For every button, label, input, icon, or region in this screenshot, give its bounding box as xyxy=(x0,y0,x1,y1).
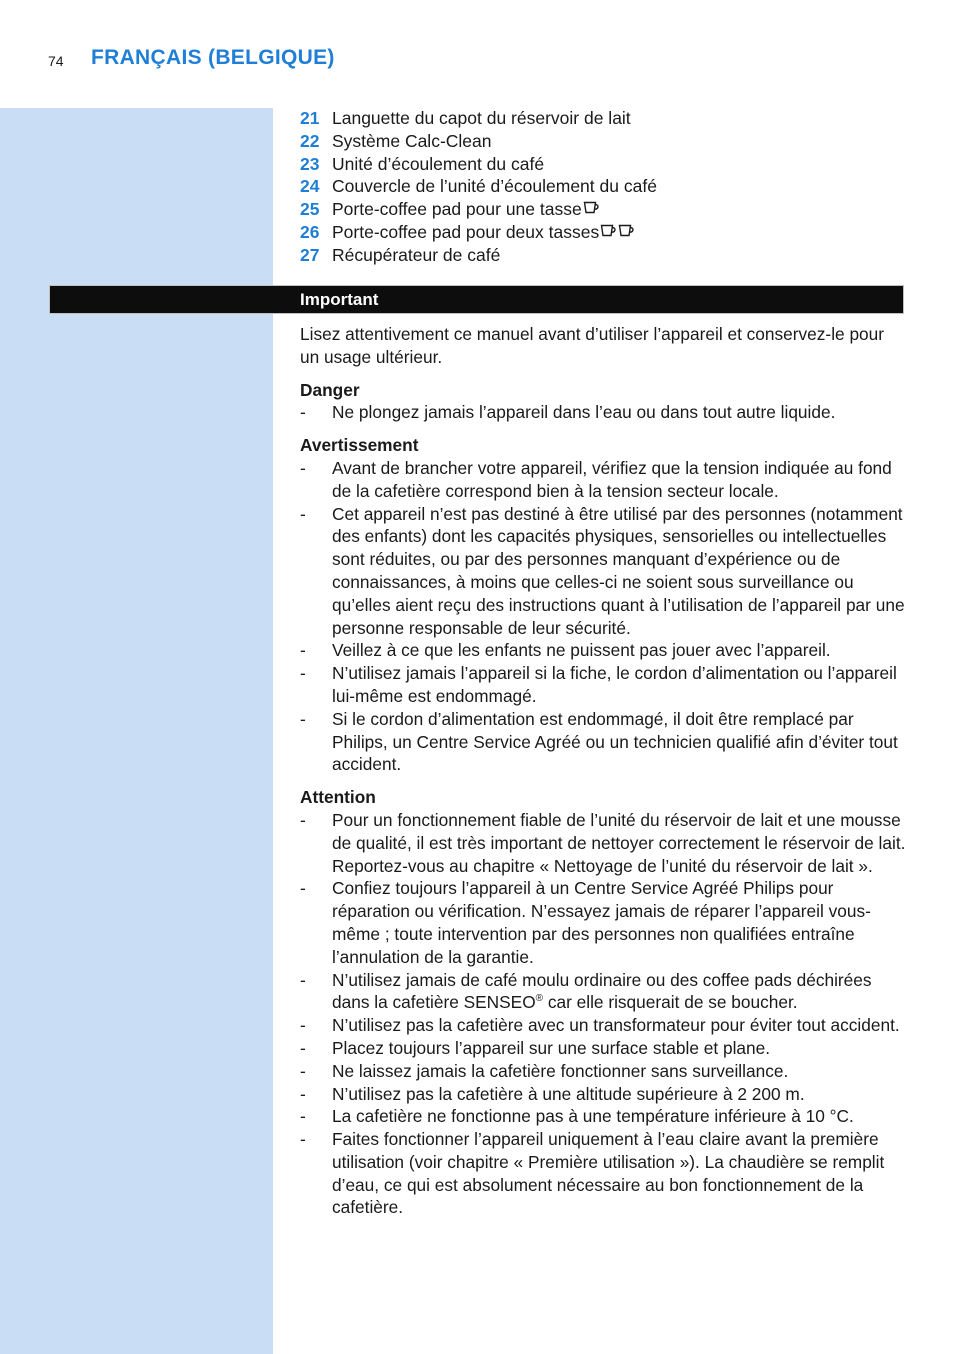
list-item: - Placez toujours l’appareil sur une surface stable et plane. xyxy=(300,1037,908,1060)
bullet-text-part: car elle risquerait de se boucher. xyxy=(543,992,798,1013)
bullet-text: Faites fonctionner l’appareil uniquement à l’eau claire avant la première utilisation (voir chapitre « Première utilisation »). La chaudière se remplit d’eau, ce qui est absolument nécessaire au bon fonctionnement de la cafetière. xyxy=(332,1129,885,1218)
part-label: Récupérateur de café xyxy=(332,244,501,265)
bullet-text xyxy=(332,969,908,1015)
list-item: - N’utilisez jamais l’appareil si la fiche, le cordon d’alimentation ou l’appareil lui-même est endommagé. xyxy=(300,662,908,708)
bullet-text: Si le cordon d’alimentation est endommagé, il doit être remplacé par Philips, un Centre Service Agréé ou un technicien qualifié afin d’éviter tout accident. xyxy=(332,708,898,775)
list-item: - Cet appareil n’est pas destiné à être utilisé par des personnes (notamment des enfants) dont les capacités physiques, sensorielles ou intellectuelles sont réduites, ou par des personnes manquant d’expérience ou de connaissances, à moins que celles-ci ne soient sous surveillance ou qu’elles aient reçu des instructions quant à l’utilisation de l’appareil par une personne responsable de leur sécurité. xyxy=(300,503,908,640)
list-item xyxy=(300,175,910,198)
part-label: Unité d’écoulement du café xyxy=(332,153,545,174)
intro-paragraph: Lisez attentivement ce manuel avant d’utiliser l’appareil et conservez-le pour un usage ultérieur. xyxy=(300,324,885,367)
list-item xyxy=(300,221,910,244)
bullet-text: Placez toujours l’appareil sur une surface stable et plane. xyxy=(332,1037,771,1058)
list-item xyxy=(300,130,910,153)
warning-list xyxy=(300,457,908,776)
attention-list xyxy=(300,809,908,1219)
part-number: 25 xyxy=(300,199,320,220)
cup-icon xyxy=(600,221,617,244)
list-item: - La cafetière ne fonctionne pas à une température inférieure à 10 °C. xyxy=(300,1105,908,1128)
page-number: 74 xyxy=(48,53,64,69)
list-item: - N’utilisez pas la cafetière à une altitude supérieure à 2 200 m. xyxy=(300,1083,908,1106)
part-number: 24 xyxy=(300,176,320,197)
bullet-text: N’utilisez jamais l’appareil si la fiche, le cordon d’alimentation ou l’appareil lui-même est endommagé. xyxy=(332,663,897,706)
warning-heading: Avertissement xyxy=(300,435,419,456)
list-item xyxy=(300,198,910,221)
bullet-text: Pour un fonctionnement fiable de l’unité du réservoir de lait et une mousse de qualité, il est très important de nettoyer correctement le réservoir de lait. Reportez-vous au chapitre « Nettoyage de l’unité du réservoir de lait ». xyxy=(332,809,906,876)
part-number: 26 xyxy=(300,221,320,242)
list-item: - Confiez toujours l’appareil à un Centre Service Agréé Philips pour réparation ou vérification. N’essayez jamais de réparer l’appareil vous-même ; toute intervention par des personnes non qualifiées entraîne l’annulation de la garantie. xyxy=(300,877,908,968)
attention-heading: Attention xyxy=(300,787,376,808)
part-label: Porte-coffee pad pour une tasse xyxy=(332,199,582,220)
part-number: 21 xyxy=(300,108,320,128)
list-item: - Ne laissez jamais la cafetière fonctionner sans surveillance. xyxy=(300,1060,908,1083)
part-number: 22 xyxy=(300,130,320,151)
list-item: - N’utilisez pas la cafetière avec un transformateur pour éviter tout accident. xyxy=(300,1014,908,1037)
bullet-text-part: N’utilisez jamais de café moulu ordinaire ou des coffee pads déchirées dans la cafetière SENSEO xyxy=(332,969,872,1013)
part-number: 23 xyxy=(300,153,320,174)
list-item: - Pour un fonctionnement fiable de l’unité du réservoir de lait et une mousse de qualité, il est très important de nettoyer correctement le réservoir de lait. Reportez-vous au chapitre « Nettoyage de l’unité du réservoir de lait ». xyxy=(300,809,908,877)
content xyxy=(300,323,908,1229)
list-item: - Ne plongez jamais l’appareil dans l’eau ou dans tout autre liquide. xyxy=(300,401,908,424)
registered-mark: ® xyxy=(535,993,544,1005)
list-item xyxy=(300,153,910,176)
cup-icon xyxy=(618,221,635,244)
list-item xyxy=(300,107,910,130)
part-label: Système Calc-Clean xyxy=(332,130,492,151)
part-label: Porte-coffee pad pour deux tasses xyxy=(332,221,600,242)
part-label: Couvercle de l’unité d’écoulement du café xyxy=(332,176,657,197)
danger-list xyxy=(300,401,908,424)
list-item: - Faites fonctionner l’appareil uniquement à l’eau claire avant la première utilisation (voir chapitre « Première utilisation »). La chaudière se remplit d’eau, ce qui est absolument nécessaire au bon fonctionnement de la cafetière. xyxy=(300,1128,908,1219)
bullet-text: Avant de brancher votre appareil, vérifiez que la tension indiquée au fond de la cafetière correspond bien à la tension secteur locale. xyxy=(332,457,892,501)
bullet-text: Cet appareil n’est pas destiné à être utilisé par des personnes (notamment des enfants) dont les capacités physiques, sensorielles ou intellectuelles sont réduites, ou par des personnes manquant d’expérience ou de connaissances, à moins que celles-ci ne soient sous surveillance ou qu’elles aient reçu des instructions quant à l’utilisation de l’appareil par une personne responsable de leur sécurité. xyxy=(332,503,905,638)
part-label: Languette du capot du réservoir de lait xyxy=(332,108,631,128)
list-item: - Avant de brancher votre appareil, vérifiez que la tension indiquée au fond de la cafetière correspond bien à la tension secteur locale. xyxy=(300,457,908,503)
section-title: Important xyxy=(300,290,379,309)
parts-list xyxy=(300,107,910,267)
bullet-text: La cafetière ne fonctionne pas à une température inférieure à 10 °C. xyxy=(332,1106,854,1127)
danger-heading: Danger xyxy=(300,379,360,400)
section-bar xyxy=(49,285,904,314)
list-item: - N’utilisez jamais de café moulu ordinaire ou des coffee pads déchirées dans la cafetière SENSEO® car elle risquerait de se boucher. xyxy=(300,969,908,1015)
bullet-text: Ne plongez jamais l’appareil dans l’eau ou dans tout autre liquide. xyxy=(332,402,836,423)
list-item xyxy=(300,244,910,267)
cup-icon xyxy=(583,198,600,221)
bullet-text: N’utilisez pas la cafetière à une altitude supérieure à 2 200 m. xyxy=(332,1083,805,1104)
list-item: - Veillez à ce que les enfants ne puissent pas jouer avec l’appareil. xyxy=(300,639,908,662)
bullet-text: Veillez à ce que les enfants ne puissent pas jouer avec l’appareil. xyxy=(332,640,831,661)
part-number: 27 xyxy=(300,244,320,265)
bullet-text: N’utilisez pas la cafetière avec un transformateur pour éviter tout accident. xyxy=(332,1015,900,1036)
list-item: - Si le cordon d’alimentation est endommagé, il doit être remplacé par Philips, un Centre Service Agréé ou un technicien qualifié afin d’éviter tout accident. xyxy=(300,708,908,776)
bullet-text: Ne laissez jamais la cafetière fonctionner sans surveillance. xyxy=(332,1060,789,1081)
page-title: FRANÇAIS (BELGIQUE) xyxy=(91,46,335,69)
bullet-text: Confiez toujours l’appareil à un Centre Service Agréé Philips pour réparation ou vérification. N’essayez jamais de réparer l’appareil vous-même ; toute intervention par des personnes non qualifiées entraîne l’annulation de la garantie. xyxy=(332,878,871,967)
